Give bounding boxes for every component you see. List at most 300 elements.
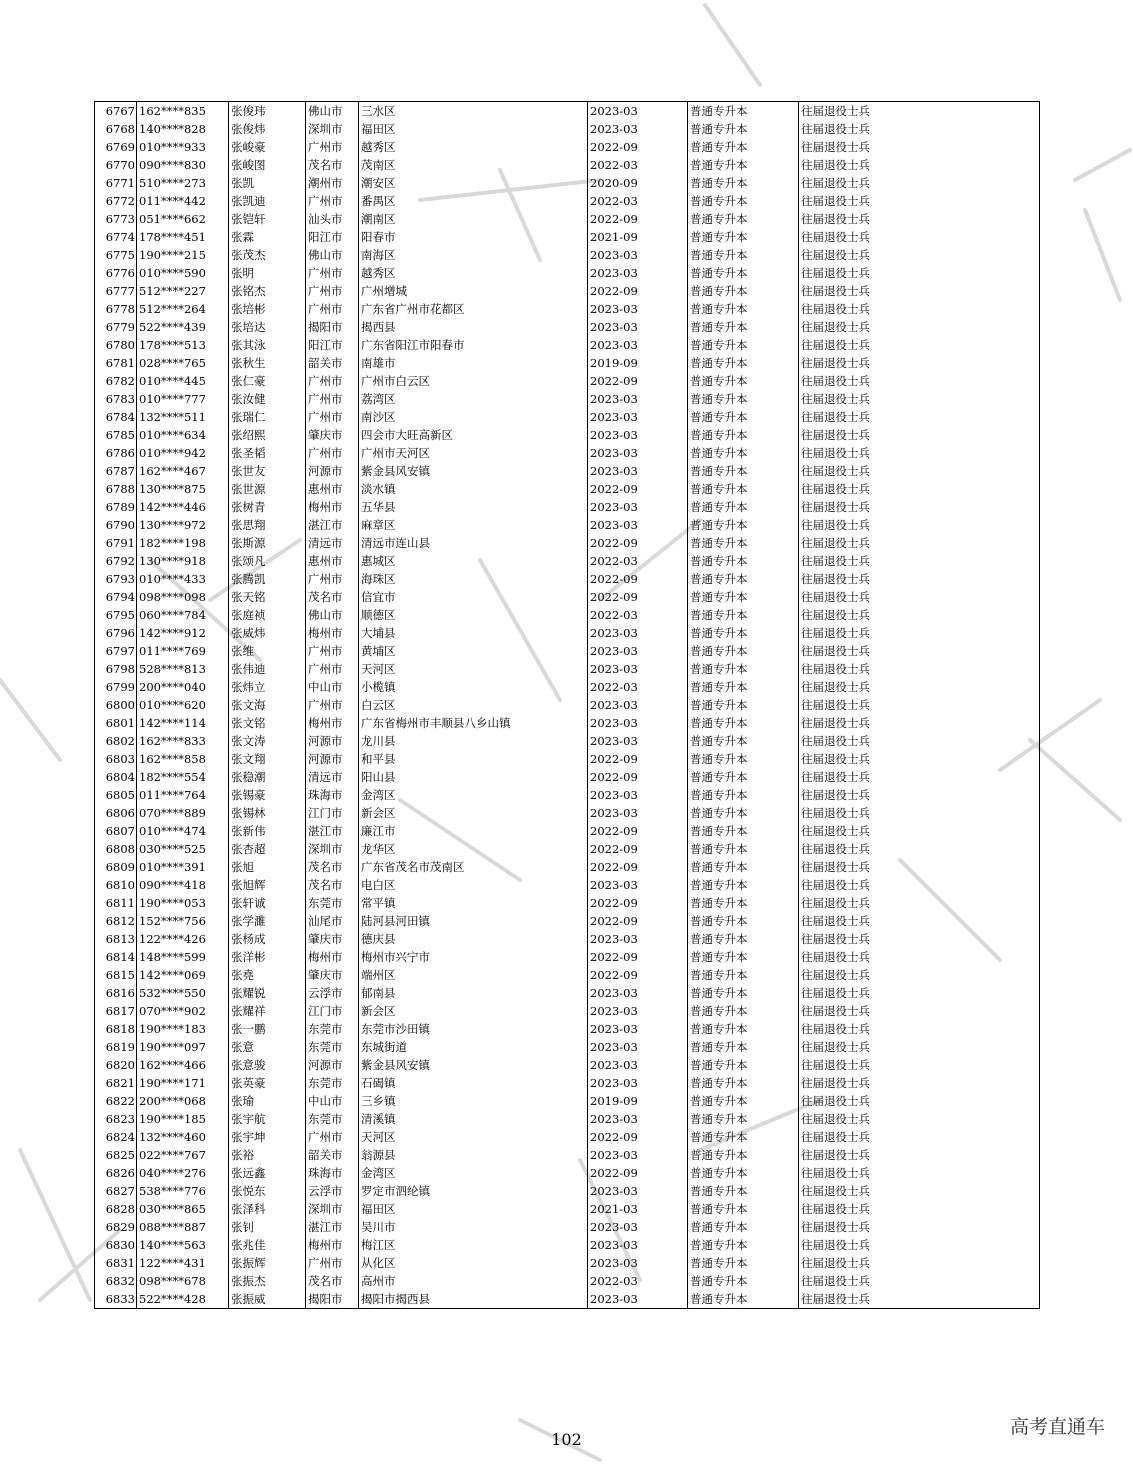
cell-name: 张圣韬 bbox=[229, 444, 306, 462]
cell-city: 汕头市 bbox=[306, 210, 359, 228]
cell-type: 普通专升本 bbox=[688, 480, 799, 498]
cell-date: 2022-09 bbox=[588, 948, 688, 966]
cell-category: 往届退役士兵 bbox=[799, 444, 1040, 462]
cell-district: 石碣镇 bbox=[359, 1074, 588, 1092]
cell-type: 普通专升本 bbox=[688, 1290, 799, 1309]
cell-city: 阳江市 bbox=[306, 228, 359, 246]
cell-category: 往届退役士兵 bbox=[799, 1164, 1040, 1182]
cell-serial: 6799 bbox=[95, 678, 137, 696]
cell-category: 往届退役士兵 bbox=[799, 1128, 1040, 1146]
cell-type: 普通专升本 bbox=[688, 768, 799, 786]
cell-name: 张峻图 bbox=[229, 156, 306, 174]
cell-date: 2022-09 bbox=[588, 1128, 688, 1146]
cell-category: 往届退役士兵 bbox=[799, 768, 1040, 786]
cell-date: 2023-03 bbox=[588, 1020, 688, 1038]
cell-category: 往届退役士兵 bbox=[799, 1146, 1040, 1164]
cell-id: 088****887 bbox=[137, 1218, 229, 1236]
cell-city: 江门市 bbox=[306, 1002, 359, 1020]
cell-city: 揭阳市 bbox=[306, 318, 359, 336]
cell-district: 梅江区 bbox=[359, 1236, 588, 1254]
cell-city: 广州市 bbox=[306, 660, 359, 678]
cell-category: 往届退役士兵 bbox=[799, 390, 1040, 408]
cell-district: 翁源县 bbox=[359, 1146, 588, 1164]
cell-category: 往届退役士兵 bbox=[799, 552, 1040, 570]
cell-name: 张旭 bbox=[229, 858, 306, 876]
cell-type: 普通专升本 bbox=[688, 534, 799, 552]
table-row bbox=[95, 1236, 1040, 1254]
cell-serial: 6788 bbox=[95, 480, 137, 498]
cell-date: 2022-09 bbox=[588, 480, 688, 498]
cell-serial: 6785 bbox=[95, 426, 137, 444]
cell-category: 往届退役士兵 bbox=[799, 1056, 1040, 1074]
cell-type: 普通专升本 bbox=[688, 876, 799, 894]
cell-type: 普通专升本 bbox=[688, 1182, 799, 1200]
table-row bbox=[95, 102, 1040, 121]
cell-serial: 6801 bbox=[95, 714, 137, 732]
cell-id: 010****942 bbox=[137, 444, 229, 462]
cell-district: 潮安区 bbox=[359, 174, 588, 192]
cell-category: 往届退役士兵 bbox=[799, 138, 1040, 156]
cell-serial: 6795 bbox=[95, 606, 137, 624]
table-row bbox=[95, 786, 1040, 804]
cell-serial: 6832 bbox=[95, 1272, 137, 1290]
cell-city: 潮州市 bbox=[306, 174, 359, 192]
cell-date: 2023-03 bbox=[588, 1218, 688, 1236]
cell-type: 普通专升本 bbox=[688, 894, 799, 912]
cell-date: 2023-03 bbox=[588, 390, 688, 408]
cell-district: 紫金县风安镇 bbox=[359, 1056, 588, 1074]
cell-date: 2022-03 bbox=[588, 606, 688, 624]
cell-id: 010****391 bbox=[137, 858, 229, 876]
cell-id: 011****442 bbox=[137, 192, 229, 210]
cell-serial: 6793 bbox=[95, 570, 137, 588]
cell-name: 张绍熙 bbox=[229, 426, 306, 444]
cell-serial: 6767 bbox=[95, 102, 137, 121]
cell-type: 普通专升本 bbox=[688, 696, 799, 714]
cell-date: 2023-03 bbox=[588, 498, 688, 516]
cell-name: 张文翔 bbox=[229, 750, 306, 768]
cell-name: 张俊玮 bbox=[229, 102, 306, 121]
cell-type: 普通专升本 bbox=[688, 1074, 799, 1092]
cell-id: 040****276 bbox=[137, 1164, 229, 1182]
cell-date: 2021-09 bbox=[588, 228, 688, 246]
cell-serial: 6775 bbox=[95, 246, 137, 264]
cell-type: 普通专升本 bbox=[688, 804, 799, 822]
cell-district: 阳春市 bbox=[359, 228, 588, 246]
cell-name: 张学濉 bbox=[229, 912, 306, 930]
cell-type: 普通专升本 bbox=[688, 642, 799, 660]
cell-id: 011****769 bbox=[137, 642, 229, 660]
cell-district: 揭阳市揭西县 bbox=[359, 1290, 588, 1309]
cell-date: 2023-03 bbox=[588, 714, 688, 732]
cell-category: 往届退役士兵 bbox=[799, 984, 1040, 1002]
cell-district: 常平镇 bbox=[359, 894, 588, 912]
cell-city: 佛山市 bbox=[306, 102, 359, 121]
cell-serial: 6794 bbox=[95, 588, 137, 606]
cell-category: 往届退役士兵 bbox=[799, 588, 1040, 606]
cell-date: 2019-09 bbox=[588, 1092, 688, 1110]
cell-name: 张俊炜 bbox=[229, 120, 306, 138]
cell-date: 2023-03 bbox=[588, 1290, 688, 1309]
cell-name: 张瑞仁 bbox=[229, 408, 306, 426]
cell-city: 梅州市 bbox=[306, 1236, 359, 1254]
cell-district: 龙华区 bbox=[359, 840, 588, 858]
cell-type: 普通专升本 bbox=[688, 1200, 799, 1218]
cell-type: 普通专升本 bbox=[688, 426, 799, 444]
cell-district: 阳山县 bbox=[359, 768, 588, 786]
cell-type: 普通专升本 bbox=[688, 678, 799, 696]
cell-district: 四会市大旺高新区 bbox=[359, 426, 588, 444]
cell-id: 010****445 bbox=[137, 372, 229, 390]
table-row bbox=[95, 678, 1040, 696]
cell-date: 2022-09 bbox=[588, 750, 688, 768]
cell-id: 190****183 bbox=[137, 1020, 229, 1038]
cell-name: 张悦东 bbox=[229, 1182, 306, 1200]
table-row bbox=[95, 642, 1040, 660]
cell-city: 清远市 bbox=[306, 534, 359, 552]
cell-district: 天河区 bbox=[359, 1128, 588, 1146]
cell-type: 普通专升本 bbox=[688, 408, 799, 426]
cell-date: 2022-09 bbox=[588, 840, 688, 858]
table-row bbox=[95, 462, 1040, 480]
cell-date: 2022-09 bbox=[588, 210, 688, 228]
cell-type: 普通专升本 bbox=[688, 516, 799, 534]
cell-id: 130****918 bbox=[137, 552, 229, 570]
cell-date: 2023-03 bbox=[588, 1038, 688, 1056]
cell-district: 越秀区 bbox=[359, 138, 588, 156]
cell-type: 普通专升本 bbox=[688, 588, 799, 606]
cell-type: 普通专升本 bbox=[688, 354, 799, 372]
cell-name: 张杏超 bbox=[229, 840, 306, 858]
cell-type: 普通专升本 bbox=[688, 1038, 799, 1056]
table-row bbox=[95, 318, 1040, 336]
cell-category: 往届退役士兵 bbox=[799, 120, 1040, 138]
cell-id: 190****215 bbox=[137, 246, 229, 264]
table-row bbox=[95, 1056, 1040, 1074]
cell-city: 广州市 bbox=[306, 372, 359, 390]
cell-date: 2022-03 bbox=[588, 192, 688, 210]
cell-district: 金湾区 bbox=[359, 786, 588, 804]
cell-category: 往届退役士兵 bbox=[799, 732, 1040, 750]
cell-district: 越秀区 bbox=[359, 264, 588, 282]
cell-district: 天河区 bbox=[359, 660, 588, 678]
cell-name: 张振辉 bbox=[229, 1254, 306, 1272]
cell-type: 普通专升本 bbox=[688, 660, 799, 678]
table-row bbox=[95, 1200, 1040, 1218]
table-row bbox=[95, 966, 1040, 984]
cell-id: 132****460 bbox=[137, 1128, 229, 1146]
cell-type: 普通专升本 bbox=[688, 138, 799, 156]
cell-name: 张裕 bbox=[229, 1146, 306, 1164]
cell-city: 东莞市 bbox=[306, 1110, 359, 1128]
cell-date: 2022-03 bbox=[588, 678, 688, 696]
cell-name: 张凯 bbox=[229, 174, 306, 192]
table-row bbox=[95, 1038, 1040, 1056]
table-row bbox=[95, 210, 1040, 228]
cell-city: 东莞市 bbox=[306, 894, 359, 912]
table-row bbox=[95, 1128, 1040, 1146]
cell-serial: 6830 bbox=[95, 1236, 137, 1254]
cell-district: 电白区 bbox=[359, 876, 588, 894]
cell-date: 2023-03 bbox=[588, 876, 688, 894]
cell-name: 张旭辉 bbox=[229, 876, 306, 894]
cell-date: 2022-09 bbox=[588, 534, 688, 552]
cell-id: 152****756 bbox=[137, 912, 229, 930]
cell-type: 普通专升本 bbox=[688, 1056, 799, 1074]
cell-city: 广州市 bbox=[306, 642, 359, 660]
cell-serial: 6791 bbox=[95, 534, 137, 552]
cell-id: 010****590 bbox=[137, 264, 229, 282]
cell-city: 广州市 bbox=[306, 570, 359, 588]
cell-type: 普通专升本 bbox=[688, 498, 799, 516]
cell-id: 130****875 bbox=[137, 480, 229, 498]
table-row bbox=[95, 1110, 1040, 1128]
cell-serial: 6819 bbox=[95, 1038, 137, 1056]
cell-district: 广东省梅州市丰顺县八乡山镇 bbox=[359, 714, 588, 732]
cell-district: 三水区 bbox=[359, 102, 588, 121]
cell-date: 2023-03 bbox=[588, 426, 688, 444]
cell-name: 张钊 bbox=[229, 1218, 306, 1236]
cell-district: 新会区 bbox=[359, 1002, 588, 1020]
table-row bbox=[95, 1272, 1040, 1290]
cell-id: 010****634 bbox=[137, 426, 229, 444]
cell-serial: 6820 bbox=[95, 1056, 137, 1074]
cell-date: 2023-03 bbox=[588, 1236, 688, 1254]
cell-category: 往届退役士兵 bbox=[799, 876, 1040, 894]
table-row bbox=[95, 156, 1040, 174]
cell-city: 广州市 bbox=[306, 1254, 359, 1272]
cell-category: 往届退役士兵 bbox=[799, 840, 1040, 858]
cell-serial: 6805 bbox=[95, 786, 137, 804]
cell-category: 往届退役士兵 bbox=[799, 228, 1040, 246]
cell-category: 往届退役士兵 bbox=[799, 1290, 1040, 1309]
cell-city: 珠海市 bbox=[306, 1164, 359, 1182]
cell-date: 2023-03 bbox=[588, 1254, 688, 1272]
cell-category: 往届退役士兵 bbox=[799, 606, 1040, 624]
cell-serial: 6771 bbox=[95, 174, 137, 192]
cell-serial: 6816 bbox=[95, 984, 137, 1002]
table-row bbox=[95, 750, 1040, 768]
table-row bbox=[95, 912, 1040, 930]
table-row bbox=[95, 516, 1040, 534]
cell-serial: 6797 bbox=[95, 642, 137, 660]
cell-type: 普通专升本 bbox=[688, 1254, 799, 1272]
cell-city: 佛山市 bbox=[306, 606, 359, 624]
cell-id: 200****040 bbox=[137, 678, 229, 696]
cell-name: 张仁豪 bbox=[229, 372, 306, 390]
cell-date: 2023-03 bbox=[588, 930, 688, 948]
cell-serial: 6781 bbox=[95, 354, 137, 372]
cell-city: 东莞市 bbox=[306, 1038, 359, 1056]
cell-city: 东莞市 bbox=[306, 1074, 359, 1092]
cell-category: 往届退役士兵 bbox=[799, 462, 1040, 480]
cell-name: 张宇坤 bbox=[229, 1128, 306, 1146]
table-row bbox=[95, 1254, 1040, 1272]
table-row bbox=[95, 948, 1040, 966]
cell-serial: 6825 bbox=[95, 1146, 137, 1164]
cell-district: 小榄镇 bbox=[359, 678, 588, 696]
cell-district: 茂南区 bbox=[359, 156, 588, 174]
cell-id: 060****784 bbox=[137, 606, 229, 624]
cell-id: 090****830 bbox=[137, 156, 229, 174]
cell-date: 2020-09 bbox=[588, 174, 688, 192]
cell-city: 茂名市 bbox=[306, 858, 359, 876]
cell-city: 肇庆市 bbox=[306, 966, 359, 984]
table-row bbox=[95, 408, 1040, 426]
table-row bbox=[95, 660, 1040, 678]
cell-city: 广州市 bbox=[306, 390, 359, 408]
cell-district: 揭西县 bbox=[359, 318, 588, 336]
cell-city: 广州市 bbox=[306, 408, 359, 426]
cell-id: 162****467 bbox=[137, 462, 229, 480]
cell-category: 往届退役士兵 bbox=[799, 570, 1040, 588]
cell-district: 紫金县风安镇 bbox=[359, 462, 588, 480]
cell-district: 广东省广州市花都区 bbox=[359, 300, 588, 318]
cell-date: 2023-03 bbox=[588, 804, 688, 822]
cell-name: 张思翔 bbox=[229, 516, 306, 534]
cell-type: 普通专升本 bbox=[688, 732, 799, 750]
cell-name: 张秋生 bbox=[229, 354, 306, 372]
cell-category: 往届退役士兵 bbox=[799, 948, 1040, 966]
cell-category: 往届退役士兵 bbox=[799, 534, 1040, 552]
cell-category: 往届退役士兵 bbox=[799, 930, 1040, 948]
cell-district: 廉江市 bbox=[359, 822, 588, 840]
cell-city: 河源市 bbox=[306, 750, 359, 768]
cell-id: 070****889 bbox=[137, 804, 229, 822]
cell-name: 张轩诚 bbox=[229, 894, 306, 912]
cell-city: 云浮市 bbox=[306, 1182, 359, 1200]
table-row bbox=[95, 876, 1040, 894]
cell-id: 010****777 bbox=[137, 390, 229, 408]
cell-district: 黄埔区 bbox=[359, 642, 588, 660]
cell-type: 普通专升本 bbox=[688, 300, 799, 318]
cell-id: 512****264 bbox=[137, 300, 229, 318]
table-row bbox=[95, 300, 1040, 318]
cell-city: 肇庆市 bbox=[306, 930, 359, 948]
cell-category: 往届退役士兵 bbox=[799, 714, 1040, 732]
cell-name: 张一鹏 bbox=[229, 1020, 306, 1038]
cell-city: 佛山市 bbox=[306, 246, 359, 264]
table-row bbox=[95, 246, 1040, 264]
cell-serial: 6789 bbox=[95, 498, 137, 516]
cell-serial: 6768 bbox=[95, 120, 137, 138]
cell-name: 张炜立 bbox=[229, 678, 306, 696]
cell-id: 030****865 bbox=[137, 1200, 229, 1218]
cell-category: 往届退役士兵 bbox=[799, 1020, 1040, 1038]
table-row bbox=[95, 534, 1040, 552]
cell-date: 2022-09 bbox=[588, 588, 688, 606]
table-row bbox=[95, 930, 1040, 948]
cell-id: 140****563 bbox=[137, 1236, 229, 1254]
cell-id: 070****902 bbox=[137, 1002, 229, 1020]
cell-id: 148****599 bbox=[137, 948, 229, 966]
cell-date: 2022-09 bbox=[588, 768, 688, 786]
table-row bbox=[95, 480, 1040, 498]
cell-id: 030****525 bbox=[137, 840, 229, 858]
cell-category: 往届退役士兵 bbox=[799, 696, 1040, 714]
cell-serial: 6815 bbox=[95, 966, 137, 984]
cell-city: 中山市 bbox=[306, 678, 359, 696]
cell-serial: 6807 bbox=[95, 822, 137, 840]
cell-id: 011****764 bbox=[137, 786, 229, 804]
cell-district: 白云区 bbox=[359, 696, 588, 714]
table-row bbox=[95, 174, 1040, 192]
table-row bbox=[95, 588, 1040, 606]
cell-category: 往届退役士兵 bbox=[799, 156, 1040, 174]
cell-category: 往届退役士兵 bbox=[799, 354, 1040, 372]
cell-district: 南雄市 bbox=[359, 354, 588, 372]
cell-city: 清远市 bbox=[306, 768, 359, 786]
cell-name: 张斯源 bbox=[229, 534, 306, 552]
cell-city: 东莞市 bbox=[306, 1020, 359, 1038]
cell-type: 普通专升本 bbox=[688, 444, 799, 462]
cell-category: 往届退役士兵 bbox=[799, 750, 1040, 768]
cell-category: 往届退役士兵 bbox=[799, 498, 1040, 516]
table-row bbox=[95, 354, 1040, 372]
cell-category: 往届退役士兵 bbox=[799, 264, 1040, 282]
cell-id: 162****466 bbox=[137, 1056, 229, 1074]
cell-serial: 6833 bbox=[95, 1290, 137, 1309]
cell-district: 广州市白云区 bbox=[359, 372, 588, 390]
cell-date: 2022-09 bbox=[588, 282, 688, 300]
cell-category: 往届退役士兵 bbox=[799, 246, 1040, 264]
cell-serial: 6800 bbox=[95, 696, 137, 714]
cell-district: 福田区 bbox=[359, 1200, 588, 1218]
table-row bbox=[95, 804, 1040, 822]
cell-serial: 6786 bbox=[95, 444, 137, 462]
cell-category: 往届退役士兵 bbox=[799, 1038, 1040, 1056]
table-row bbox=[95, 894, 1040, 912]
cell-id: 098****098 bbox=[137, 588, 229, 606]
cell-type: 普通专升本 bbox=[688, 1272, 799, 1290]
table-row bbox=[95, 1092, 1040, 1110]
cell-date: 2023-03 bbox=[588, 462, 688, 480]
cell-category: 往届退役士兵 bbox=[799, 1074, 1040, 1092]
cell-date: 2023-03 bbox=[588, 1182, 688, 1200]
cell-city: 茂名市 bbox=[306, 1272, 359, 1290]
cell-city: 梅州市 bbox=[306, 714, 359, 732]
cell-city: 茂名市 bbox=[306, 588, 359, 606]
table-row bbox=[95, 552, 1040, 570]
cell-name: 张堯 bbox=[229, 966, 306, 984]
cell-id: 022****767 bbox=[137, 1146, 229, 1164]
cell-category: 往届退役士兵 bbox=[799, 336, 1040, 354]
cell-date: 2019-09 bbox=[588, 354, 688, 372]
cell-city: 河源市 bbox=[306, 1056, 359, 1074]
cell-city: 江门市 bbox=[306, 804, 359, 822]
cell-district: 广州市天河区 bbox=[359, 444, 588, 462]
cell-serial: 6829 bbox=[95, 1218, 137, 1236]
cell-id: 522****439 bbox=[137, 318, 229, 336]
cell-district: 东莞市沙田镇 bbox=[359, 1020, 588, 1038]
cell-district: 和平县 bbox=[359, 750, 588, 768]
cell-id: 122****431 bbox=[137, 1254, 229, 1272]
cell-date: 2022-09 bbox=[588, 372, 688, 390]
cell-date: 2022-09 bbox=[588, 912, 688, 930]
cell-type: 普通专升本 bbox=[688, 390, 799, 408]
cell-name: 张维 bbox=[229, 642, 306, 660]
cell-type: 普通专升本 bbox=[688, 246, 799, 264]
cell-date: 2023-03 bbox=[588, 1056, 688, 1074]
cell-name: 张耀祥 bbox=[229, 1002, 306, 1020]
cell-id: 142****069 bbox=[137, 966, 229, 984]
table-row bbox=[95, 138, 1040, 156]
cell-id: 200****068 bbox=[137, 1092, 229, 1110]
cell-district: 潮南区 bbox=[359, 210, 588, 228]
cell-id: 010****433 bbox=[137, 570, 229, 588]
cell-name: 张凯迪 bbox=[229, 192, 306, 210]
cell-city: 深圳市 bbox=[306, 120, 359, 138]
